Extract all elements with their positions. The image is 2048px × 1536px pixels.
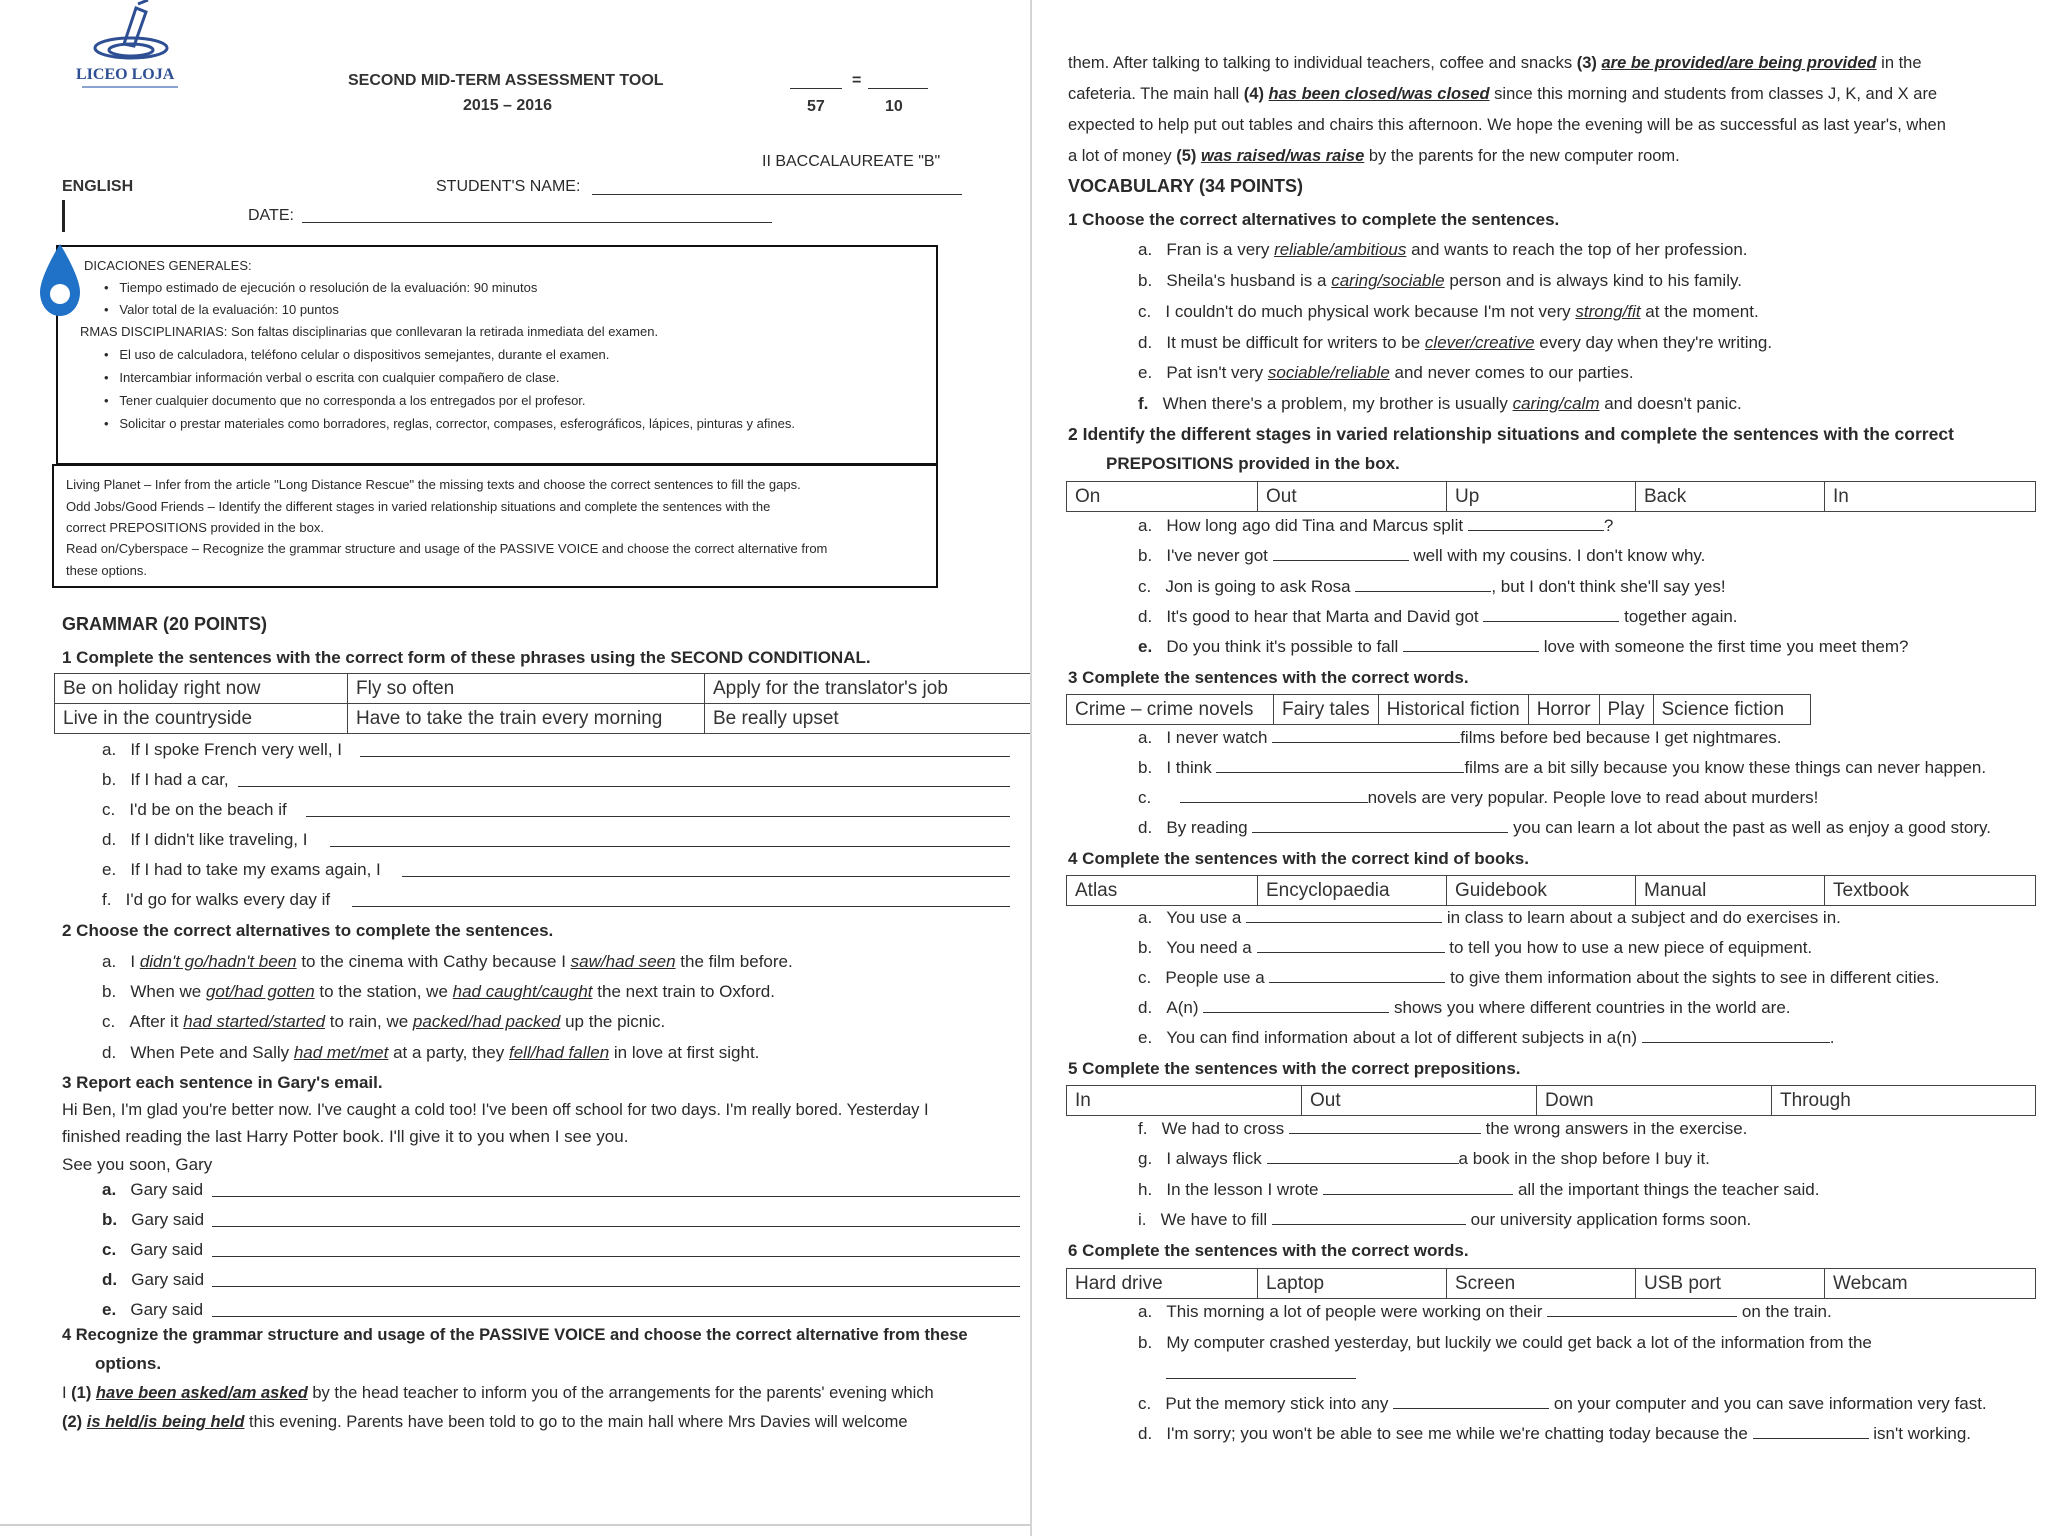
email-signoff: See you soon, Gary xyxy=(62,1155,213,1174)
answer-blank[interactable] xyxy=(1273,546,1409,561)
computer-word-cell: Webcam xyxy=(1825,1269,2036,1299)
answer-blank[interactable] xyxy=(1272,728,1460,743)
v4-item: c. People use a to give them information about the sights to see in different cities. xyxy=(1138,968,1940,987)
genre-cell: Fairy tales xyxy=(1274,695,1379,725)
answer-blank[interactable] xyxy=(1267,1149,1459,1164)
vocab-q3-title: 3 Complete the sentences with the correct words. xyxy=(1068,668,1469,687)
answer-line[interactable] xyxy=(212,1256,1020,1257)
passive-paragraph-line: them. After talking to talking to individual teachers, coffee and snacks (3) are be provided/are being provided in the xyxy=(1068,54,1922,72)
answer-line[interactable] xyxy=(212,1196,1020,1197)
answer-blank[interactable] xyxy=(1180,788,1368,803)
book-type-cell: Textbook xyxy=(1825,876,2036,906)
date-field[interactable] xyxy=(302,222,772,223)
answer-line[interactable] xyxy=(352,906,1010,907)
q1-item-f: f. I'd go for walks every day if xyxy=(102,890,331,909)
q2-item-a: a. I didn't go/hadn't been to the cinema with Cathy because I saw/had seen the film before. xyxy=(102,952,793,971)
page-bottom-edge xyxy=(0,1524,1030,1526)
answer-blank[interactable] xyxy=(1269,968,1445,983)
prepositions-table xyxy=(1066,481,2036,512)
v1-item: d. It must be difficult for writers to be clever/creative every day when they're writing. xyxy=(1138,333,1773,352)
q2-item-d: d. When Pete and Sally had met/met at a party, they fell/had fallen in love at first sight. xyxy=(102,1043,760,1062)
option-pair[interactable]: caring/calm xyxy=(1512,394,1600,413)
q2-item-c: c. After it had started/started to rain, we packed/had packed up the picnic. xyxy=(102,1012,666,1031)
q2-item-b: b. When we got/had gotten to the station, we had caught/caught the next train to Oxford. xyxy=(102,982,775,1001)
q1-item-c: c. I'd be on the beach if xyxy=(102,800,287,819)
v2-item: e. Do you think it's possible to fall love with someone the first time you meet them? xyxy=(1138,637,1909,656)
preposition-cell: On xyxy=(1067,482,1258,512)
table-row xyxy=(1067,695,1811,725)
v3-item: c. novels are very popular. People love to read about murders! xyxy=(1138,788,1819,807)
rule-item: • El uso de calculadora, teléfono celular o dispositivos semejantes, durante el examen. xyxy=(104,347,610,362)
water-drop-icon xyxy=(36,242,84,322)
book-type-cell: Manual xyxy=(1636,876,1825,906)
option-pair[interactable]: fell/had fallen xyxy=(508,1043,610,1062)
option-pair[interactable]: strong/fit xyxy=(1575,302,1641,321)
preposition-cell: Out xyxy=(1258,482,1447,512)
option-pair[interactable]: have been asked/am asked xyxy=(95,1384,308,1402)
v1-item: a. Fran is a very reliable/ambitious and wants to reach the top of her profession. xyxy=(1138,240,1748,259)
answer-blank[interactable] xyxy=(1272,1210,1466,1225)
q3-item-b: b. Gary said xyxy=(102,1210,205,1229)
torch-icon xyxy=(76,0,186,70)
rules-title: RMAS DISCIPLINARIAS: Son faltas disciplinarias que conllevaran la retirada inmediata del examen. xyxy=(80,324,659,339)
logo-underline xyxy=(82,86,178,88)
score-equals: = xyxy=(852,72,862,89)
score-blank-1 xyxy=(790,88,842,89)
vocabulary-title: VOCABULARY (34 POINTS) xyxy=(1068,176,1304,196)
v3-item: b. I think films are a bit silly because you know these things can never happen. xyxy=(1138,758,1987,777)
q3-item-a: a. Gary said xyxy=(102,1180,204,1199)
q3-item-c: c. Gary said xyxy=(102,1240,204,1259)
answer-blank[interactable] xyxy=(1355,577,1491,592)
answer-blank[interactable] xyxy=(1547,1302,1737,1317)
genre-cell: Horror xyxy=(1528,695,1599,725)
v2-item: b. I've never got well with my cousins. I don't know why. xyxy=(1138,546,1706,565)
book-type-cell: Guidebook xyxy=(1447,876,1636,906)
date-label: DATE: xyxy=(248,207,294,224)
v4-item: e. You can find information about a lot of different subjects in a(n) . xyxy=(1138,1028,1835,1047)
v4-item: a. You use a in class to learn about a subject and do exercises in. xyxy=(1138,908,1841,927)
rule-item: • Intercambiar información verbal o escrita con cualquier compañero de clase. xyxy=(104,370,560,385)
option-pair[interactable]: are be provided/are being provided xyxy=(1601,54,1877,72)
q1-item-d: d. If I didn't like traveling, I xyxy=(102,830,308,849)
q1-item-a: a. If I spoke French very well, I xyxy=(102,740,342,759)
answer-line[interactable] xyxy=(330,846,1010,847)
v5-item: h. In the lesson I wrote all the important things the teacher said. xyxy=(1138,1180,1820,1199)
preposition-cell: Up xyxy=(1447,482,1636,512)
grammar-q1-phrase-table xyxy=(54,673,1032,734)
exam-page-right xyxy=(1036,0,2048,1536)
grammar-q2-title: 2 Choose the correct alternatives to complete the sentences. xyxy=(62,921,554,940)
prepositions-table-2 xyxy=(1066,1085,2036,1116)
answer-blank[interactable] xyxy=(1483,607,1619,622)
genre-cell: Crime – crime novels xyxy=(1067,695,1274,725)
instructions-title: DICACIONES GENERALES: xyxy=(84,258,252,273)
v3-item: a. I never watch films before bed because I get nightmares. xyxy=(1138,728,1782,747)
vocab-q2-title-2: PREPOSITIONS provided in the box. xyxy=(1106,454,1400,473)
v3-item: d. By reading you can learn a lot about the past as well as enjoy a good story. xyxy=(1138,818,1991,837)
answer-blank[interactable] xyxy=(1216,758,1464,773)
objective-line: Read on/Cyberspace – Recognize the grammar structure and usage of the PASSIVE VOICE and choose the correct alternative from xyxy=(66,541,828,556)
preposition-cell: In xyxy=(1067,1086,1302,1116)
answer-blank[interactable] xyxy=(1289,1119,1481,1134)
answer-line[interactable] xyxy=(1166,1378,1356,1379)
answer-line[interactable] xyxy=(306,816,1010,817)
logo-text: LICEO LOJA xyxy=(76,66,175,83)
answer-blank[interactable] xyxy=(1403,637,1539,652)
phrase-cell: Live in the countryside xyxy=(55,704,348,734)
objective-line: Odd Jobs/Good Friends – Identify the different stages in varied relationship situations and complete the sentences with the xyxy=(66,499,771,514)
q1-item-b: b. If I had a car, xyxy=(102,770,229,789)
v6-item: a. This morning a lot of people were working on their on the train. xyxy=(1138,1302,1832,1321)
answer-line[interactable] xyxy=(360,756,1010,757)
objective-line: correct PREPOSITIONS provided in the box. xyxy=(66,520,324,535)
computer-word-cell: Hard drive xyxy=(1067,1269,1258,1299)
answer-blank[interactable] xyxy=(1203,998,1389,1013)
answer-blank[interactable] xyxy=(1468,516,1604,531)
answer-blank[interactable] xyxy=(1252,818,1508,833)
vocab-q4-title: 4 Complete the sentences with the correct kind of books. xyxy=(1068,849,1529,868)
preposition-cell: Back xyxy=(1636,482,1825,512)
genre-cell: Play xyxy=(1599,695,1653,725)
genre-cell: Science fiction xyxy=(1653,695,1810,725)
answer-blank[interactable] xyxy=(1393,1394,1549,1409)
option-pair[interactable]: caring/sociable xyxy=(1331,271,1445,290)
score-blank-2 xyxy=(868,88,928,89)
score-scale: 10 xyxy=(885,98,903,115)
vocab-q6-title: 6 Complete the sentences with the correct words. xyxy=(1068,1241,1469,1260)
passive-paragraph-line: cafeteria. The main hall (4) has been closed/was closed since this morning and students from classes J, K, and X are xyxy=(1068,85,1938,103)
answer-line[interactable] xyxy=(212,1226,1020,1227)
vocab-q5-title: 5 Complete the sentences with the correct prepositions. xyxy=(1068,1059,1521,1078)
option-pair[interactable]: was raised/was raise xyxy=(1200,147,1365,165)
rule-item: • Tener cualquier documento que no corresponda a los entregados por el profesor. xyxy=(104,393,586,408)
preposition-cell: Out xyxy=(1302,1086,1537,1116)
v5-item: f. We had to cross the wrong answers in the exercise. xyxy=(1138,1119,1748,1138)
table-row xyxy=(55,704,1032,734)
book-type-cell: Encyclopaedia xyxy=(1258,876,1447,906)
v5-item: i. We have to fill our university application forms soon. xyxy=(1138,1210,1752,1229)
answer-blank[interactable] xyxy=(1642,1028,1830,1043)
option-pair[interactable]: is held/is being held xyxy=(86,1413,245,1431)
student-name-field[interactable] xyxy=(592,194,962,195)
grammar-q1-title: 1 Complete the sentences with the correct form of these phrases using the SECOND CONDITIONAL. xyxy=(62,648,871,667)
table-row xyxy=(1067,482,2036,512)
instruction-item: • Valor total de la evaluación: 10 puntos xyxy=(104,302,339,317)
exam-title: SECOND MID-TERM ASSESSMENT TOOL xyxy=(348,72,664,89)
table-row xyxy=(1067,1269,2036,1299)
school-logo xyxy=(76,0,186,92)
passive-paragraph-line: (2) is held/is being held this evening. Parents have been told to go to the main hall where Mrs Davies will welcome xyxy=(62,1413,908,1431)
email-text: finished reading the last Harry Potter book. I'll give it to you when I see you. xyxy=(62,1127,629,1146)
q1-item-e: e. If I had to take my exams again, I xyxy=(102,860,381,879)
v4-item: d. A(n) shows you where different countries in the world are. xyxy=(1138,998,1791,1017)
option-pair[interactable]: didn't go/hadn't been xyxy=(139,952,297,971)
course-label: II BACCALAUREATE "B" xyxy=(762,153,941,170)
v6-item: d. I'm sorry; you won't be able to see me while we're chatting today because the isn't working. xyxy=(1138,1424,1971,1443)
phrase-cell: Be on holiday right now xyxy=(55,674,348,704)
genre-cell: Historical fiction xyxy=(1378,695,1528,725)
option-pair[interactable]: has been closed/was closed xyxy=(1268,85,1490,103)
phrase-cell: Apply for the translator's job xyxy=(705,674,1032,704)
option-pair[interactable]: got/had gotten xyxy=(205,982,315,1001)
passive-paragraph-line: I (1) have been asked/am asked by the head teacher to inform you of the arrangements for the parents' evening which xyxy=(62,1384,934,1402)
cursor-mark xyxy=(62,200,65,232)
computer-word-cell: Screen xyxy=(1447,1269,1636,1299)
score-total: 57 xyxy=(807,98,825,115)
v6-item: b. My computer crashed yesterday, but luckily we could get back a lot of the information from the xyxy=(1138,1333,1872,1352)
v1-item: e. Pat isn't very sociable/reliable and never comes to our parties. xyxy=(1138,363,1634,382)
objective-line: these options. xyxy=(66,563,147,578)
student-name-label: STUDENT'S NAME: xyxy=(436,178,581,195)
v5-item: g. I always flick a book in the shop before I buy it. xyxy=(1138,1149,1710,1168)
passive-paragraph-line: a lot of money (5) was raised/was raise by the parents for the new computer room. xyxy=(1068,147,1680,165)
computer-word-cell: Laptop xyxy=(1258,1269,1447,1299)
grammar-q3-title: 3 Report each sentence in Gary's email. xyxy=(62,1073,383,1092)
v2-item: c. Jon is going to ask Rosa , but I don't think she'll say yes! xyxy=(1138,577,1726,596)
phrase-cell: Have to take the train every morning xyxy=(348,704,705,734)
subject-label: ENGLISH xyxy=(62,178,134,195)
option-pair[interactable]: had started/started xyxy=(183,1012,326,1031)
computer-words-table xyxy=(1066,1268,2036,1299)
option-pair[interactable]: clever/creative xyxy=(1424,333,1535,352)
answer-line[interactable] xyxy=(212,1316,1020,1317)
answer-line[interactable] xyxy=(238,786,1010,787)
rule-item: • Solicitar o prestar materiales como borradores, reglas, corrector, compases, esferográficos, lápices, pinturas y afines. xyxy=(104,416,795,431)
table-row xyxy=(55,674,1032,704)
objective-line: Living Planet – Infer from the article "Long Distance Rescue" the missing texts and choose the correct sentences to fill the gaps. xyxy=(66,477,801,492)
option-pair[interactable]: packed/had packed xyxy=(412,1012,561,1031)
answer-line[interactable] xyxy=(212,1286,1020,1287)
grammar-title: GRAMMAR (20 POINTS) xyxy=(62,614,268,634)
vocab-q1-title: 1 Choose the correct alternatives to complete the sentences. xyxy=(1068,210,1560,229)
v1-item: f. When there's a problem, my brother is usually caring/calm and doesn't panic. xyxy=(1138,394,1742,413)
preposition-cell: In xyxy=(1825,482,2036,512)
table-row xyxy=(1067,876,2036,906)
q3-item-e: e. Gary said xyxy=(102,1300,204,1319)
phrase-cell: Be really upset xyxy=(705,704,1032,734)
v1-item: b. Sheila's husband is a caring/sociable person and is always kind to his family. xyxy=(1138,271,1742,290)
table-row xyxy=(1067,1086,2036,1116)
answer-blank[interactable] xyxy=(1257,938,1445,953)
answer-line[interactable] xyxy=(402,876,1010,877)
phrase-cell: Fly so often xyxy=(348,674,705,704)
preposition-cell: Down xyxy=(1537,1086,1772,1116)
answer-blank[interactable] xyxy=(1753,1424,1869,1439)
v2-item: d. It's good to hear that Marta and David got together again. xyxy=(1138,607,1738,626)
grammar-q4-title-2: options. xyxy=(95,1354,162,1373)
genres-table xyxy=(1066,694,1811,725)
email-text: Hi Ben, I'm glad you're better now. I've caught a cold too! I've been off school for two days. I'm really bored. Yesterday I xyxy=(62,1101,929,1119)
option-pair[interactable]: sociable/reliable xyxy=(1267,363,1390,382)
v6-item: c. Put the memory stick into any on your computer and you can save information very fast. xyxy=(1138,1394,1987,1413)
option-pair[interactable]: had caught/caught xyxy=(452,982,593,1001)
v4-item: b. You need a to tell you how to use a new piece of equipment. xyxy=(1138,938,1813,957)
computer-word-cell: USB port xyxy=(1636,1269,1825,1299)
option-pair[interactable]: reliable/ambitious xyxy=(1274,240,1407,259)
v2-item: a. How long ago did Tina and Marcus split ? xyxy=(1138,516,1614,535)
option-pair[interactable]: saw/had seen xyxy=(570,952,676,971)
book-types-table xyxy=(1066,875,2036,906)
v1-item: c. I couldn't do much physical work because I'm not very strong/fit at the moment. xyxy=(1138,302,1759,321)
answer-blank[interactable] xyxy=(1323,1180,1513,1195)
preposition-cell: Through xyxy=(1772,1086,2036,1116)
exam-years: 2015 – 2016 xyxy=(463,97,552,114)
answer-blank[interactable] xyxy=(1246,908,1442,923)
vocab-q2-title: 2 Identify the different stages in varied relationship situations and complete the sentences with the correct xyxy=(1068,424,1954,444)
book-type-cell: Atlas xyxy=(1067,876,1258,906)
q3-item-d: d. Gary said xyxy=(102,1270,205,1289)
passive-paragraph-line: expected to help put out tables and chairs this afternoon. We hope the evening will be as successful as last year's, when xyxy=(1068,116,1946,134)
instruction-item: • Tiempo estimado de ejecución o resolución de la evaluación: 90 minutos xyxy=(104,280,538,295)
option-pair[interactable]: had met/met xyxy=(293,1043,389,1062)
grammar-q4-title: 4 Recognize the grammar structure and usage of the PASSIVE VOICE and choose the correct alternative from these xyxy=(62,1326,968,1344)
